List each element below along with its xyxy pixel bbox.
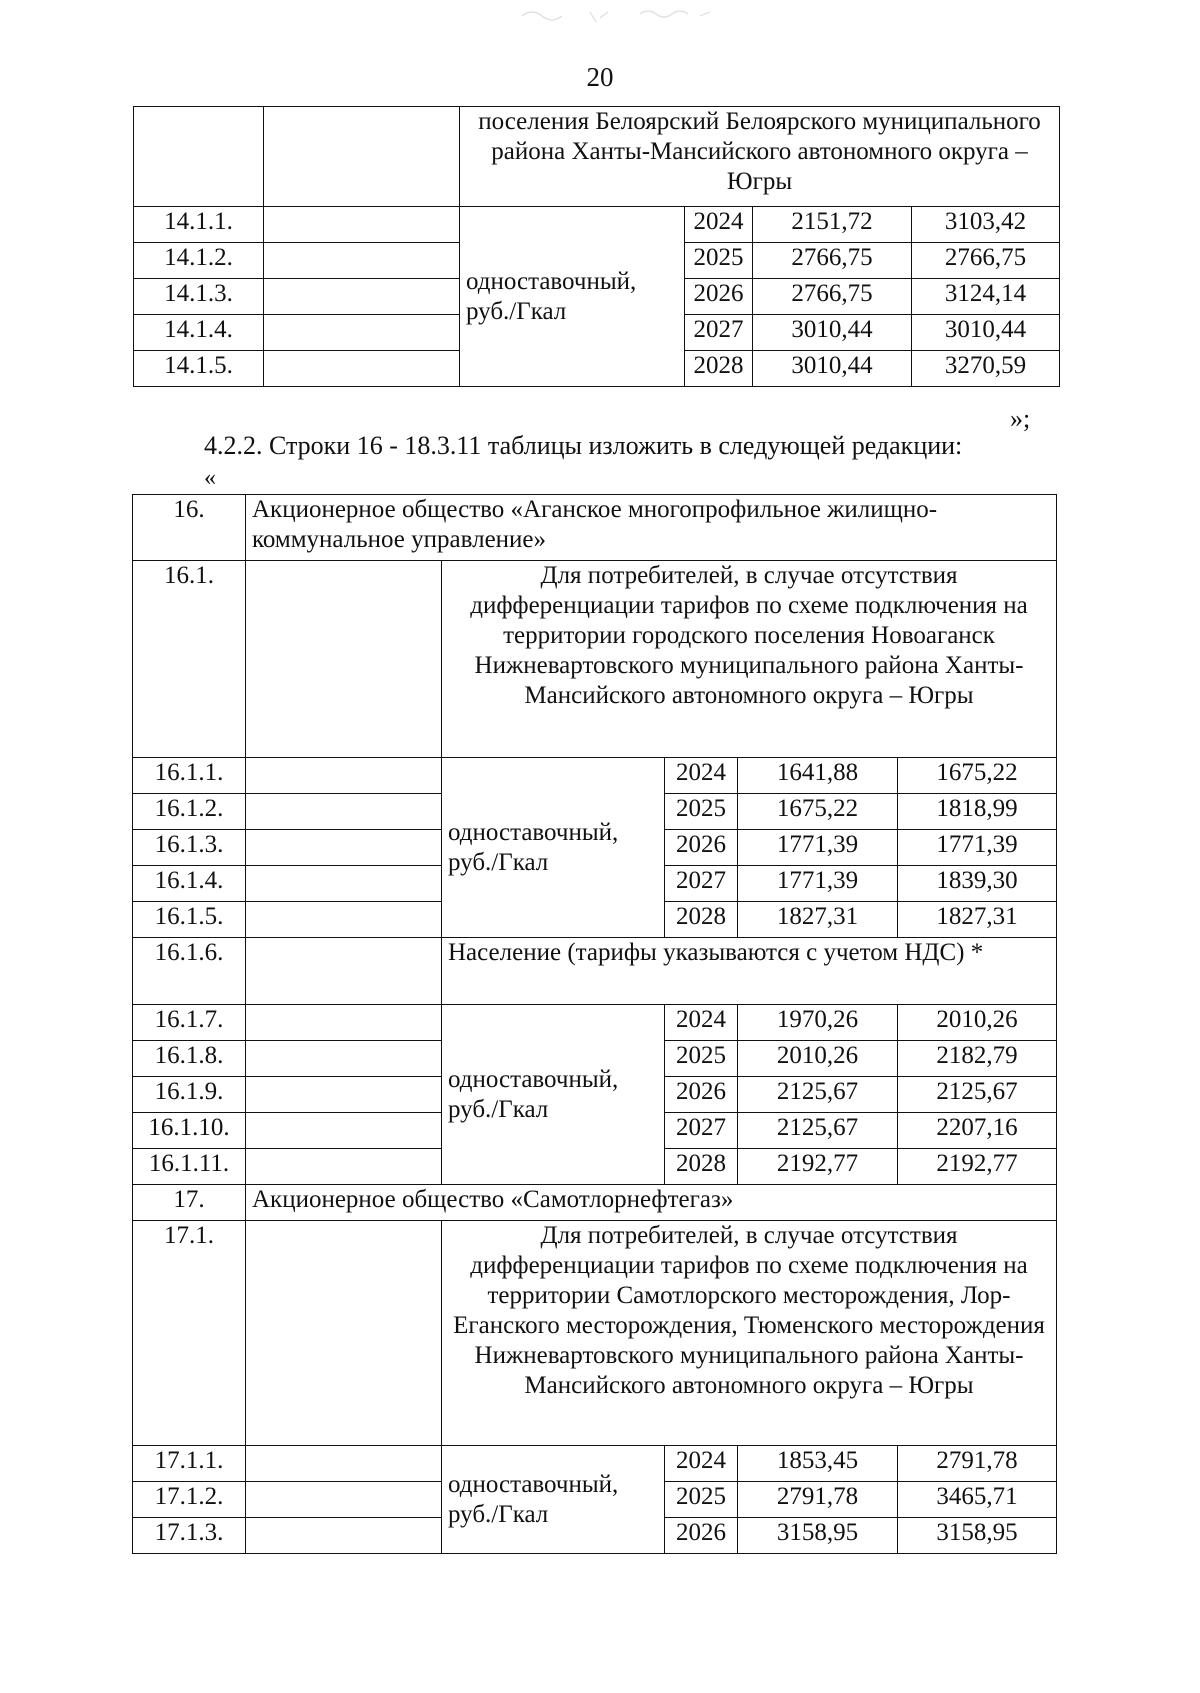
table-cell-empty <box>246 1077 442 1113</box>
tariff-value-second-half: 2010,26 <box>898 1005 1057 1041</box>
tariff-value-second-half: 2791,78 <box>898 1446 1057 1482</box>
tariff-value-first-half: 1827,31 <box>738 902 898 938</box>
tariff-year: 2028 <box>665 1149 738 1185</box>
table-cell-empty <box>264 351 460 387</box>
tariff-value-second-half: 3103,42 <box>912 207 1060 243</box>
row-number: 14.1.5. <box>134 351 264 387</box>
tariff-value-first-half: 1771,39 <box>738 830 898 866</box>
tariff-table-continuation <box>133 106 1060 387</box>
tariff-value-first-half: 3010,44 <box>753 351 912 387</box>
row-number: 16.1.11. <box>133 1149 246 1185</box>
tariff-value-first-half: 2151,72 <box>753 207 912 243</box>
row-number: 16.1.3. <box>133 830 246 866</box>
instruction-text: 4.2.2. Строки 16 - 18.3.11 таблицы изложить в следующей редакции: <box>204 431 963 460</box>
tariff-year: 2026 <box>665 1518 738 1554</box>
opening-quote: « <box>204 465 216 491</box>
tariff-value-second-half: 1827,31 <box>898 902 1057 938</box>
row-number: 16.1.10. <box>133 1113 246 1149</box>
table-row <box>133 938 1057 1005</box>
tariff-value-second-half: 1839,30 <box>898 866 1057 902</box>
tariff-unit: одноставочный, руб./Гкал <box>442 1005 665 1185</box>
table-row <box>133 1185 1057 1221</box>
tariff-year: 2027 <box>665 1113 738 1149</box>
row-number: 17.1.2. <box>133 1482 246 1518</box>
tariff-table <box>132 494 1057 1554</box>
table-cell-empty <box>264 107 460 207</box>
row-number: 16.1.6. <box>133 938 246 1005</box>
row-number: 16.1.7. <box>133 1005 246 1041</box>
table-cell-empty <box>246 938 442 1005</box>
row-number: 14.1.2. <box>134 243 264 279</box>
row-number: 14.1.4. <box>134 315 264 351</box>
table-cell-empty <box>246 561 442 758</box>
scan-artifact-mark <box>520 4 730 26</box>
tariff-value-second-half: 1675,22 <box>898 758 1057 794</box>
tariff-value-first-half: 3158,95 <box>738 1518 898 1554</box>
consumer-section: Для потребителей, в случае отсутствия дифференциации тарифов по схеме подключения на территории городского поселения Новоаганск Нижневартовского муниципального района Ханты-Мансийского автономного округа – Югры <box>442 561 1057 758</box>
row-number: 16.1. <box>133 561 246 758</box>
closing-quote: »; <box>1010 404 1031 433</box>
table-cell-empty <box>246 1113 442 1149</box>
tariff-year: 2024 <box>685 207 753 243</box>
tariff-value-second-half: 3124,14 <box>912 279 1060 315</box>
tariff-value-first-half: 2125,67 <box>738 1077 898 1113</box>
table-cell-empty <box>246 1518 442 1554</box>
tariff-value-second-half: 2766,75 <box>912 243 1060 279</box>
table-row <box>133 758 1057 794</box>
tariff-value-first-half: 2192,77 <box>738 1149 898 1185</box>
table-cell-empty <box>246 1149 442 1185</box>
tariff-value-first-half: 3010,44 <box>753 315 912 351</box>
tariff-value-first-half: 2791,78 <box>738 1482 898 1518</box>
row-number: 16.1.8. <box>133 1041 246 1077</box>
row-number: 17.1.1. <box>133 1446 246 1482</box>
tariff-year: 2024 <box>665 1005 738 1041</box>
tariff-value-first-half: 2125,67 <box>738 1113 898 1149</box>
tariff-value-second-half: 2192,77 <box>898 1149 1057 1185</box>
tariff-value-first-half: 2766,75 <box>753 279 912 315</box>
table-cell-num <box>134 107 264 207</box>
row-number: 17.1.3. <box>133 1518 246 1554</box>
tariff-year: 2025 <box>665 1041 738 1077</box>
organization-name: Акционерное общество «Аганское многопрофильное жилищно-коммунальное управление» <box>246 495 1057 561</box>
section-header: поселения Белоярский Белоярского муниципального района Ханты-Мансийского автономного округа – Югры <box>460 107 1060 207</box>
tariff-unit: одноставочный, руб./Гкал <box>442 1446 665 1554</box>
table-cell-empty <box>264 207 460 243</box>
tariff-value-first-half: 1970,26 <box>738 1005 898 1041</box>
tariff-year: 2025 <box>665 794 738 830</box>
table-cell-empty <box>246 866 442 902</box>
table-cell-empty <box>246 830 442 866</box>
page-number: 20 <box>586 62 614 92</box>
row-number: 14.1.1. <box>134 207 264 243</box>
population-section: Население (тарифы указываются с учетом НДС) * <box>442 938 1057 1005</box>
tariff-year: 2025 <box>685 243 753 279</box>
row-number: 16. <box>133 495 246 561</box>
tariff-year: 2028 <box>685 351 753 387</box>
tariff-value-first-half: 2766,75 <box>753 243 912 279</box>
table-cell-empty <box>246 902 442 938</box>
tariff-year: 2024 <box>665 758 738 794</box>
tariff-year: 2028 <box>665 902 738 938</box>
tariff-year: 2027 <box>685 315 753 351</box>
tariff-year: 2026 <box>665 1077 738 1113</box>
tariff-value-second-half: 2125,67 <box>898 1077 1057 1113</box>
consumer-section: Для потребителей, в случае отсутствия дифференциации тарифов по схеме подключения на территории Самотлорского месторождения, Лор-Еганского месторождения, Тюменского месторождения Нижневартовского муниципального района Ханты-Мансийского автономного округа – Югры <box>442 1221 1057 1446</box>
table-cell-empty <box>246 1005 442 1041</box>
tariff-value-second-half: 2182,79 <box>898 1041 1057 1077</box>
organization-name: Акционерное общество «Самотлорнефтегаз» <box>246 1185 1057 1221</box>
tariff-value-first-half: 1675,22 <box>738 794 898 830</box>
row-number: 16.1.9. <box>133 1077 246 1113</box>
tariff-value-second-half: 3010,44 <box>912 315 1060 351</box>
tariff-value-first-half: 1771,39 <box>738 866 898 902</box>
table-cell-empty <box>246 794 442 830</box>
tariff-value-first-half: 2010,26 <box>738 1041 898 1077</box>
row-number: 16.1.1. <box>133 758 246 794</box>
tariff-year: 2026 <box>665 830 738 866</box>
tariff-unit: одноставочный, руб./Гкал <box>460 207 685 387</box>
tariff-year: 2024 <box>665 1446 738 1482</box>
table-cell-empty <box>246 758 442 794</box>
table-cell-empty <box>264 243 460 279</box>
tariff-value-second-half: 3158,95 <box>898 1518 1057 1554</box>
row-number: 17.1. <box>133 1221 246 1446</box>
table-cell-empty <box>246 1041 442 1077</box>
row-number: 16.1.5. <box>133 902 246 938</box>
tariff-value-first-half: 1853,45 <box>738 1446 898 1482</box>
table-row <box>133 495 1057 561</box>
row-number: 17. <box>133 1185 246 1221</box>
row-number: 16.1.4. <box>133 866 246 902</box>
tariff-year: 2025 <box>665 1482 738 1518</box>
table-row <box>133 1005 1057 1041</box>
row-number: 14.1.3. <box>134 279 264 315</box>
table-row <box>133 1446 1057 1482</box>
table-row <box>134 107 1060 207</box>
table-row <box>134 207 1060 243</box>
table-cell-empty <box>246 1221 442 1446</box>
table-row <box>133 561 1057 758</box>
tariff-year: 2027 <box>665 866 738 902</box>
tariff-value-second-half: 2207,16 <box>898 1113 1057 1149</box>
table-row <box>133 1221 1057 1446</box>
tariff-value-second-half: 3270,59 <box>912 351 1060 387</box>
tariff-value-first-half: 1641,88 <box>738 758 898 794</box>
row-number: 16.1.2. <box>133 794 246 830</box>
tariff-unit: одноставочный, руб./Гкал <box>442 758 665 938</box>
table-cell-empty <box>264 279 460 315</box>
tariff-value-second-half: 1771,39 <box>898 830 1057 866</box>
tariff-value-second-half: 1818,99 <box>898 794 1057 830</box>
tariff-year: 2026 <box>685 279 753 315</box>
table-cell-empty <box>246 1482 442 1518</box>
table-cell-empty <box>264 315 460 351</box>
table-cell-empty <box>246 1446 442 1482</box>
tariff-value-second-half: 3465,71 <box>898 1482 1057 1518</box>
